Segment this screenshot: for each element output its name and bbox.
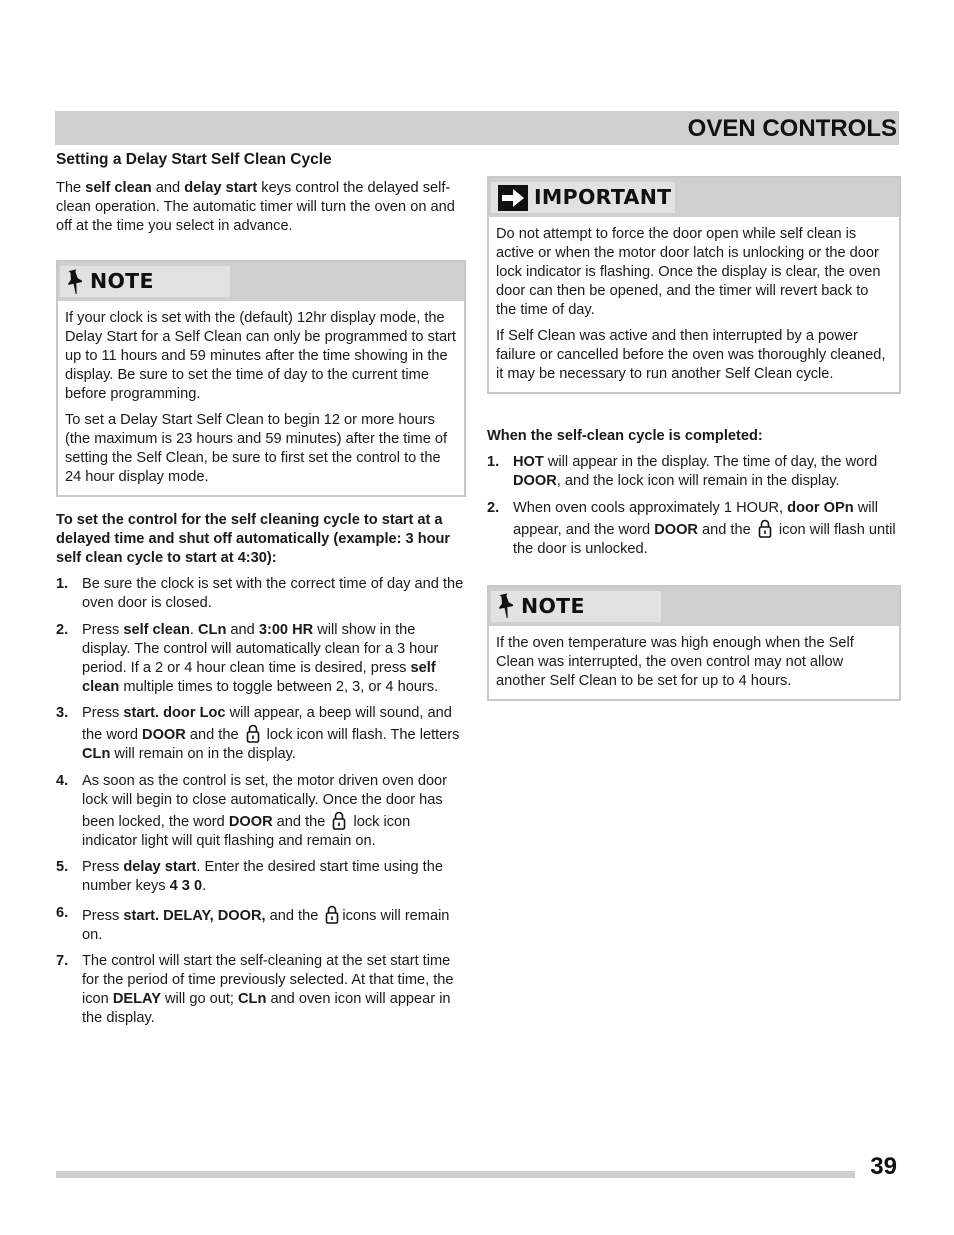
note-paragraph: If your clock is set with the (default) 12hr display mode, the Delay Start for a Self Clean can only be programmed to start up to 11 hours and 59 minutes after the time showing in the display. Be sure to set the time of day to the current time before programming. — [65, 310, 456, 402]
lock-icon — [325, 904, 339, 924]
text-bold: DOOR — [513, 473, 557, 489]
note-body — [489, 626, 899, 699]
step-number: 2. — [487, 499, 500, 516]
text: The — [56, 180, 86, 196]
text: multiple times to toggle between 2, 3, or 4 hours. — [119, 678, 439, 695]
lock-icon — [332, 810, 346, 830]
text-bold: self clean — [82, 659, 436, 695]
completed-title: When the self-clean cycle is completed: — [487, 428, 763, 444]
header-bar — [55, 111, 899, 145]
text-bold: DOOR — [228, 813, 273, 830]
text: and the — [185, 727, 243, 743]
left-column — [56, 150, 466, 1036]
list-item — [56, 772, 466, 851]
list-item — [487, 453, 901, 491]
step-number: 3. — [56, 705, 69, 721]
text: icons will remain on. — [82, 907, 450, 943]
text-bold: HOT — [513, 454, 544, 470]
important-paragraph: Do not attempt to force the door open while self clean is active or when the motor door latch is unlocking or the door lock indicator is flashing. Once the display is clear, the oven door can then be opened, and the timer will revert back to the time of day. — [496, 226, 881, 318]
text: Press — [82, 621, 124, 638]
text-bold: start. DELAY, DOOR, — [123, 907, 266, 924]
note-tab — [491, 591, 661, 622]
text-bold: door OPn — [787, 499, 854, 516]
text: icon will flash until the door is unlocked. — [513, 521, 896, 557]
text: Press — [82, 705, 124, 721]
step-number: 1. — [56, 576, 69, 592]
list-item — [56, 704, 466, 764]
step-number: 5. — [56, 859, 69, 875]
note-paragraph: To set a Delay Start Self Clean to begin 12 or more hours (the maximum is 23 hours and 59 minutes) after the time of setting the Self Clean, be sure to first set the control to the 24 hour display mode. — [65, 412, 448, 485]
instructions-title: To set the control for the self cleaning cycle to start at a delayed time and shut off automatically (example: 3 hour self clean cycle to start at 4:30): — [56, 512, 451, 566]
text: and oven icon will appear in the display. — [82, 991, 451, 1026]
note-label: NOTE — [521, 593, 585, 618]
lock-icon — [758, 518, 772, 538]
text-bold: self clean — [123, 621, 190, 638]
completed-steps — [487, 453, 901, 559]
text: and the — [272, 813, 330, 830]
list-item — [487, 499, 901, 559]
lock-icon — [246, 723, 260, 743]
instruction-steps — [56, 575, 466, 1028]
note-header — [489, 587, 899, 626]
text-bold: DOOR — [142, 727, 186, 743]
important-callout — [487, 176, 901, 394]
text-bold: start. door Loc — [123, 705, 226, 721]
text-bold: CLn — [82, 746, 111, 762]
note-paragraph: If the oven temperature was high enough when the Self Clean was interrupted, the oven control may not allow another Self Clean to be set for up to 4 hours. — [496, 634, 854, 689]
list-item — [56, 575, 466, 613]
important-label: IMPORTANT — [534, 185, 672, 209]
list-item — [56, 621, 466, 697]
pushpin-icon — [66, 269, 84, 295]
text: will go out; — [160, 991, 239, 1007]
important-body — [489, 217, 899, 392]
right-column — [487, 176, 901, 701]
text: . — [202, 878, 207, 894]
important-header — [489, 178, 899, 217]
step-number: 7. — [56, 953, 69, 969]
text-bold: 3:00 HR — [258, 621, 314, 638]
text: lock icon will flash. The letters — [262, 727, 460, 743]
step-number: 1. — [487, 454, 500, 470]
note-body — [58, 301, 464, 495]
step-number: 6. — [56, 904, 69, 921]
text: and the — [697, 521, 755, 538]
text-bold: delay start — [123, 859, 197, 875]
text-bold: delay start — [184, 180, 258, 196]
important-tab — [491, 182, 675, 213]
text: and — [226, 621, 259, 638]
note-callout — [56, 260, 466, 497]
text-bold: self clean — [85, 180, 152, 196]
page-title: OVEN CONTROLS — [687, 115, 897, 142]
text: will appear, a beep will sound, and the word — [82, 705, 452, 743]
list-item — [56, 858, 466, 896]
footer-bar — [56, 1171, 855, 1178]
step-number: 2. — [56, 621, 69, 638]
page-number: 39 — [870, 1153, 897, 1180]
text: When oven cools approximately 1 HOUR, — [513, 499, 788, 516]
pushpin-icon — [497, 593, 515, 619]
intro-paragraph — [56, 179, 466, 236]
text-bold: CLn — [198, 621, 227, 638]
section-title: Setting a Delay Start Self Clean Cycle — [56, 151, 332, 168]
text: and the — [265, 907, 323, 924]
text: . — [189, 621, 198, 638]
arrow-right-icon — [498, 185, 528, 211]
text: lock icon indicator light will quit flashing and remain on. — [82, 813, 411, 849]
text: , and the lock icon will remain in the display. — [556, 473, 840, 489]
step-number: 4. — [56, 772, 69, 789]
text: . Enter the desired start time using the number keys — [82, 859, 443, 894]
text-bold: DELAY — [112, 991, 161, 1007]
text-bold: 4 3 0 — [169, 878, 203, 894]
text: The control will start the self-cleaning at the set start time for the period of time previously selected. At that time, the icon — [82, 953, 454, 1007]
note-label: NOTE — [90, 269, 154, 293]
text: will remain on in the display. — [110, 746, 296, 762]
text: Press — [82, 907, 124, 924]
text-bold: CLn — [238, 991, 267, 1007]
text: will show in the display. The control will automatically clean for a 3 hour period. If a 2 or 4 hour clean time is desired, press — [82, 621, 439, 676]
note-header — [58, 262, 464, 301]
note-tab — [60, 266, 230, 297]
note-callout — [487, 585, 901, 701]
text: Be sure the clock is set with the correct time of day and the oven door is closed. — [82, 576, 464, 611]
text: will appear in the display. The time of day, the word — [543, 454, 878, 470]
text: keys control the delayed self-clean operation. The automatic timer will turn the oven on and off at the time you select in advance. — [56, 180, 455, 234]
list-item — [56, 904, 466, 945]
text: Press — [82, 859, 124, 875]
important-paragraph: If Self Clean was active and then interrupted by a power failure or cancelled before the oven was thoroughly cleaned, it may be necessary to run another Self Clean cycle. — [496, 328, 886, 382]
text: As soon as the control is set, the motor driven oven door lock will begin to close automatically. Once the door has been locked, the word — [82, 772, 448, 830]
text: will appear, and the word — [513, 499, 878, 538]
list-item — [56, 952, 466, 1028]
text-bold: DOOR — [654, 521, 698, 538]
text: and — [151, 180, 185, 196]
